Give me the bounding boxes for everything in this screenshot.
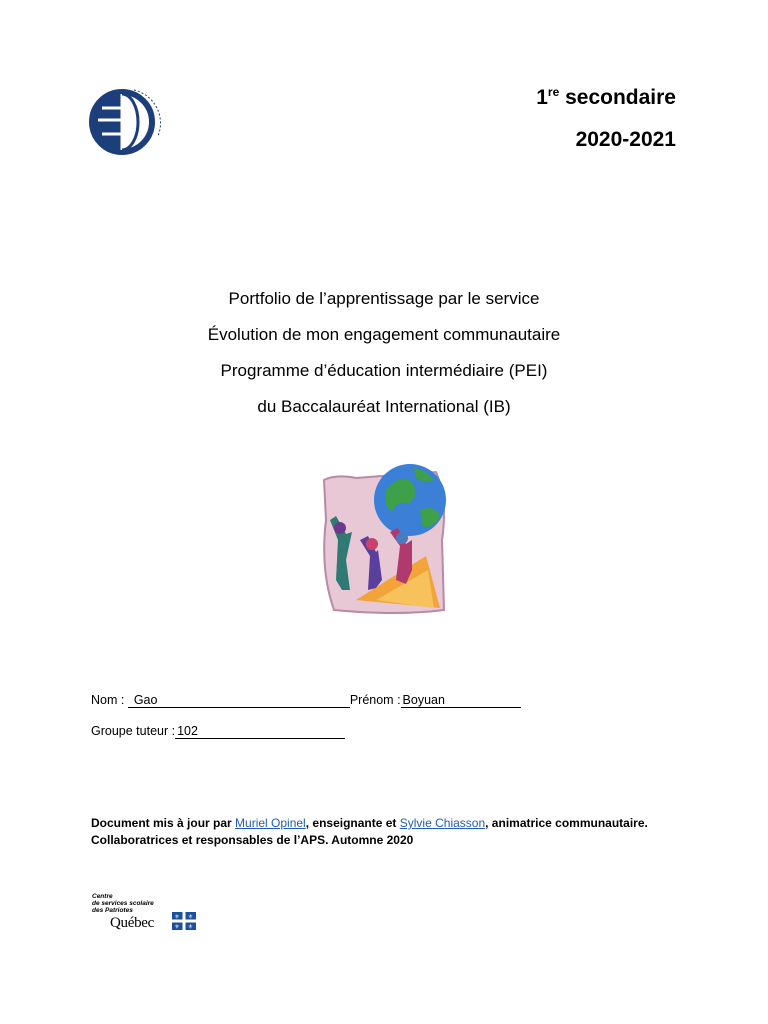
ib-school-logo (88, 80, 164, 160)
notice-suffix: , animatrice communautaire. (485, 816, 648, 830)
notice-line-2: Collaboratrices et responsables de l’APS. Automne 2020 (91, 833, 414, 847)
nom-label: Nom : (91, 693, 125, 707)
svg-text:⚜: ⚜ (187, 923, 194, 930)
prenom-field[interactable]: Boyuan (401, 693, 521, 708)
title-line-1: Portfolio de l’apprentissage par le service (228, 289, 540, 308)
nom-field[interactable]: Gao (128, 693, 350, 708)
csd-patriotes-logo (88, 890, 200, 934)
svg-text:⚜: ⚜ (187, 913, 194, 921)
quebec-flag-icon (172, 912, 196, 930)
svg-text:⚜: ⚜ (174, 913, 180, 921)
title-block (0, 281, 768, 425)
groupe-field[interactable]: 102 (175, 724, 345, 739)
prenom-label: Prénom : (349, 693, 401, 707)
title-line-3: Programme d’éducation intermédiaire (PEI) (220, 361, 548, 380)
grade-level: 1re secondaire (536, 85, 676, 109)
school-year: 2020-2021 (575, 128, 676, 151)
notice-prefix: Document mis à jour par (91, 816, 236, 830)
quebec-wordmark: Québec (110, 915, 155, 931)
grade-superscript: re (547, 85, 560, 99)
author-link-sylvie-chiasson[interactable]: Sylvie Chiasson (399, 816, 486, 830)
author-link-muriel-opinel[interactable]: Muriel Opinel (235, 816, 306, 830)
svg-text:⚜: ⚜ (174, 923, 180, 930)
update-notice (91, 815, 679, 849)
notice-middle: , enseignante et (305, 816, 400, 830)
globe-people-illustration (316, 460, 452, 618)
groupe-label: Groupe tuteur : (91, 724, 176, 738)
title-line-2: Évolution de mon engagement communautaire (207, 325, 561, 344)
title-line-4: du Baccalauréat International (IB) (257, 397, 511, 416)
name-row (91, 693, 521, 708)
groupe-row (91, 724, 345, 739)
org-name: Centre de services scolaire des Patriotes (92, 893, 154, 914)
